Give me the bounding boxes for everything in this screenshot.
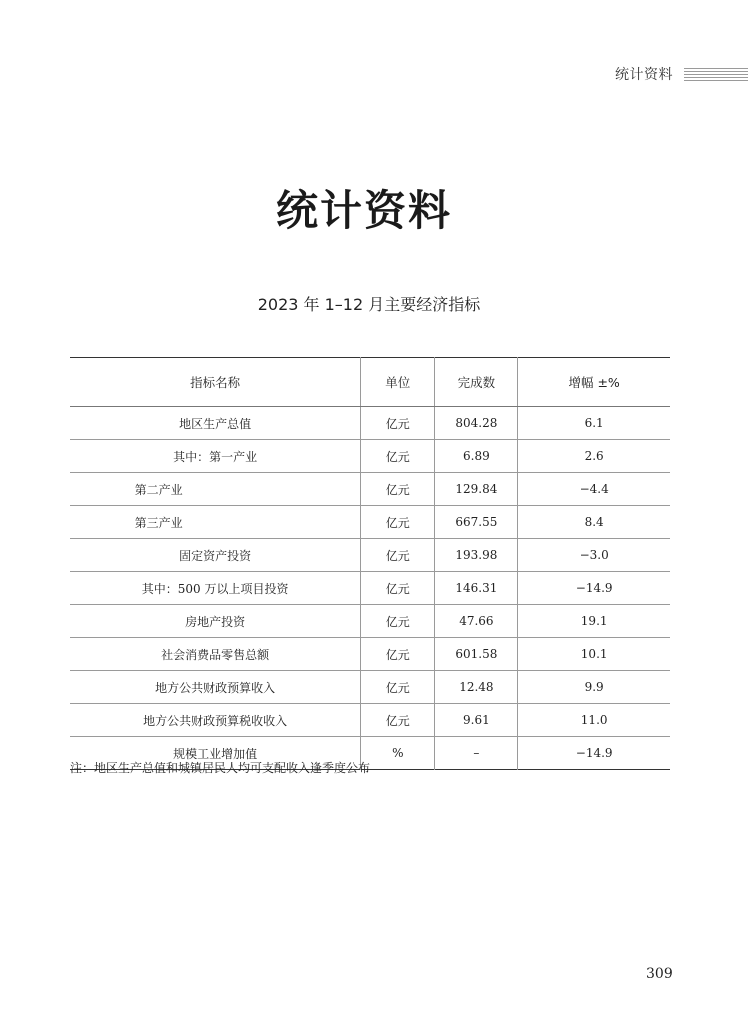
table-row — [70, 605, 670, 638]
table-body — [70, 407, 670, 770]
header-value: 完成数 — [435, 358, 518, 407]
cell-value: 47.66 — [435, 605, 518, 638]
table-row — [70, 638, 670, 671]
cell-unit: 亿元 — [361, 671, 435, 704]
cell-unit: 亿元 — [361, 407, 435, 440]
running-head-rule — [684, 68, 748, 82]
cell-unit: 亿元 — [361, 473, 435, 506]
cell-value: 6.89 — [435, 440, 518, 473]
cell-indicator-name: 地方公共财政预算收入 — [70, 671, 361, 704]
cell-value: 146.31 — [435, 572, 518, 605]
table-row — [70, 572, 670, 605]
cell-unit: 亿元 — [361, 605, 435, 638]
header-growth: 增幅 ±% — [518, 358, 670, 407]
cell-growth: 11.0 — [518, 704, 670, 737]
cell-value: 129.84 — [435, 473, 518, 506]
cell-growth: 9.9 — [518, 671, 670, 704]
cell-value: 12.48 — [435, 671, 518, 704]
cell-growth: −14.9 — [518, 572, 670, 605]
cell-indicator-name: 第二产业 — [70, 473, 361, 506]
table-title: 2023 年 1–12 月主要经济指标 — [257, 295, 481, 314]
indicator-table — [70, 357, 670, 770]
table-row — [70, 473, 670, 506]
cell-unit: 亿元 — [361, 506, 435, 539]
cell-growth: 2.6 — [518, 440, 670, 473]
header-indicator-name: 指标名称 — [70, 358, 361, 407]
cell-indicator-name: 规模工业增加值 — [70, 737, 361, 770]
cell-value: 804.28 — [435, 407, 518, 440]
cell-growth: −3.0 — [518, 539, 670, 572]
cell-value: 9.61 — [435, 704, 518, 737]
cell-growth: −4.4 — [518, 473, 670, 506]
table-row — [70, 440, 670, 473]
table-row — [70, 704, 670, 737]
table-header-row — [70, 358, 670, 407]
cell-growth: 19.1 — [518, 605, 670, 638]
table-row — [70, 539, 670, 572]
cell-indicator-name: 固定资产投资 — [70, 539, 361, 572]
running-head: 统计资料 — [615, 67, 673, 83]
cell-growth: 6.1 — [518, 407, 670, 440]
cell-value: 193.98 — [435, 539, 518, 572]
cell-indicator-name: 地区生产总值 — [70, 407, 361, 440]
cell-unit: % — [361, 737, 435, 770]
page-number: 309 — [646, 966, 673, 982]
table-row — [70, 671, 670, 704]
cell-value: 601.58 — [435, 638, 518, 671]
cell-indicator-name: 地方公共财政预算税收收入 — [70, 704, 361, 737]
cell-unit: 亿元 — [361, 440, 435, 473]
cell-indicator-name: 房地产投资 — [70, 605, 361, 638]
cell-growth: 8.4 — [518, 506, 670, 539]
cell-unit: 亿元 — [361, 638, 435, 671]
cell-indicator-name: 其中：第一产业 — [70, 440, 361, 473]
cell-unit: 亿元 — [361, 704, 435, 737]
page-title: 统计资料 — [275, 186, 452, 235]
cell-unit: 亿元 — [361, 539, 435, 572]
cell-growth: 10.1 — [518, 638, 670, 671]
cell-indicator-name: 社会消费品零售总额 — [70, 638, 361, 671]
footnote: 注：地区生产总值和城镇居民人均可支配收入逢季度公布 — [70, 761, 371, 775]
cell-indicator-name: 其中：500 万以上项目投资 — [70, 572, 361, 605]
header-unit: 单位 — [361, 358, 435, 407]
cell-unit: 亿元 — [361, 572, 435, 605]
cell-indicator-name: 第三产业 — [70, 506, 361, 539]
table-row — [70, 506, 670, 539]
cell-growth: −14.9 — [518, 737, 670, 770]
table-row — [70, 407, 670, 440]
cell-value: – — [435, 737, 518, 770]
cell-value: 667.55 — [435, 506, 518, 539]
